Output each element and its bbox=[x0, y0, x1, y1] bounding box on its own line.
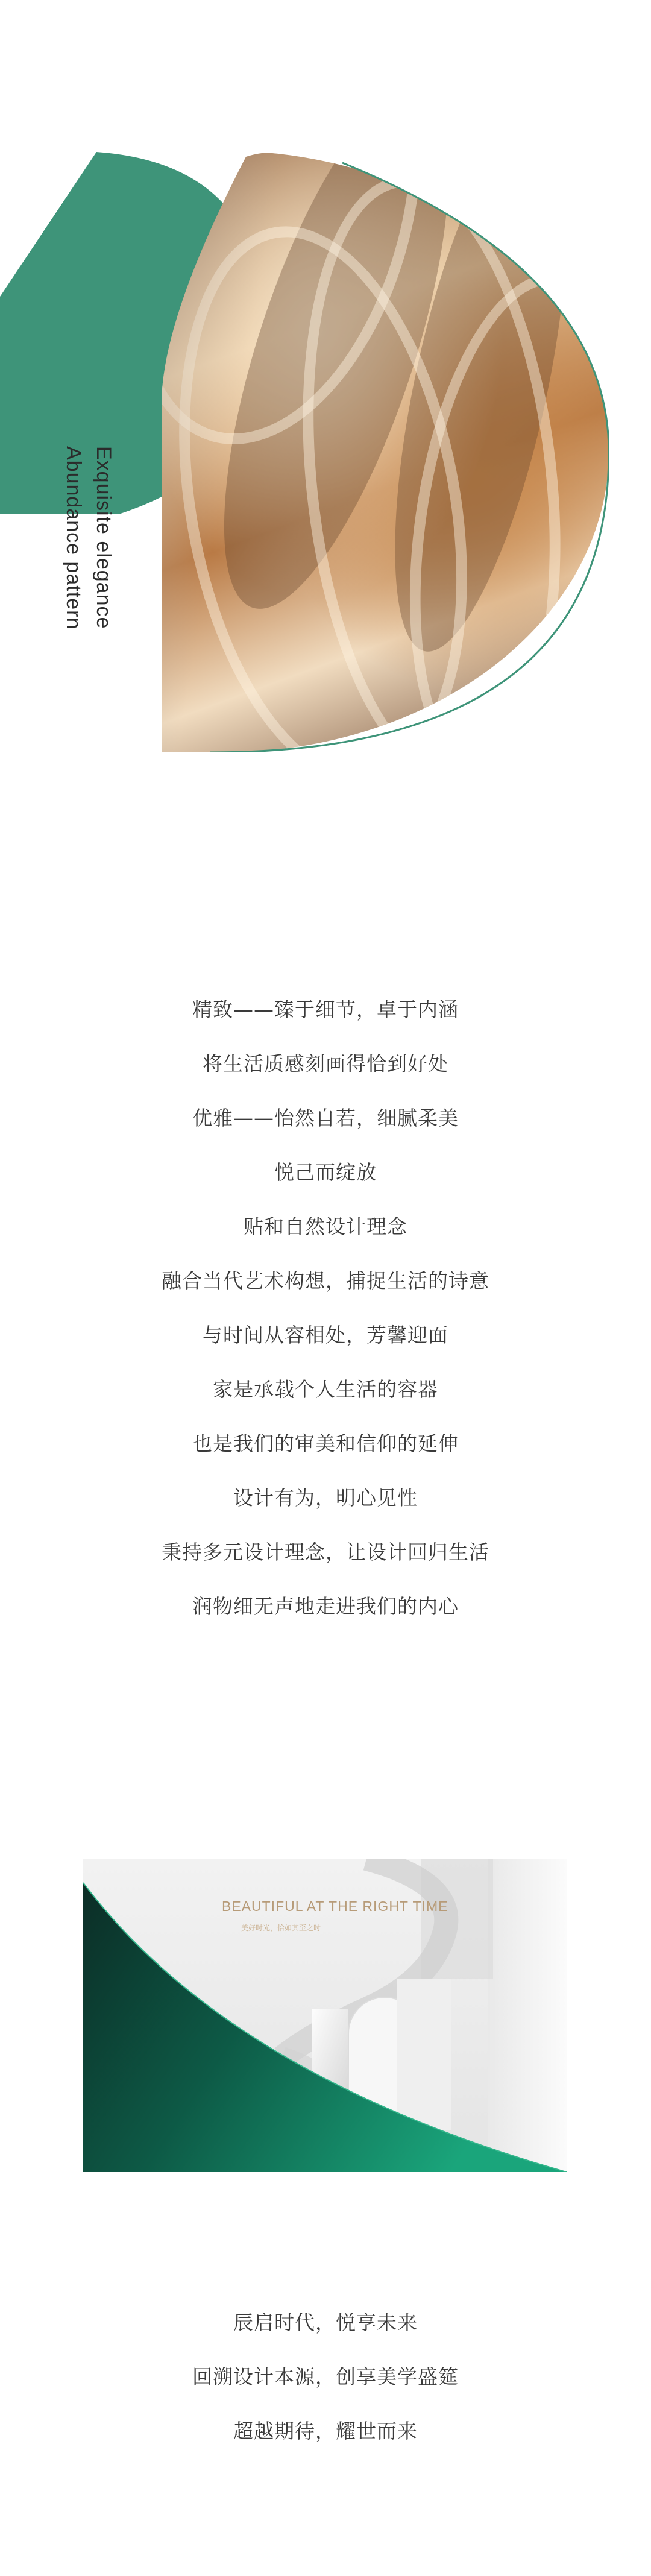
caption-line-2: Abundance pattern bbox=[62, 446, 85, 630]
hero-section bbox=[0, 0, 651, 796]
closing-text-block bbox=[0, 2296, 651, 2458]
banner-subtitle: 美好时光，恰如其至之时 bbox=[241, 1924, 321, 1932]
staircase-banner-image bbox=[83, 1859, 567, 2172]
poem-line: 优雅——怡然自若，细腻柔美 bbox=[192, 1106, 459, 1130]
poem-line: 秉持多元设计理念，让设计回归生活 bbox=[162, 1540, 489, 1564]
poem-text-block bbox=[0, 983, 651, 1634]
poem-line: 悦己而绽放 bbox=[274, 1160, 377, 1184]
poem-line: 也是我们的审美和信仰的延伸 bbox=[192, 1432, 459, 1455]
banner-title: BEAUTIFUL AT THE RIGHT TIME bbox=[222, 1898, 448, 1914]
poem-line: 设计有为，明心见性 bbox=[233, 1486, 418, 1510]
poem-line: 与时间从容相处，芳馨迎面 bbox=[203, 1323, 448, 1347]
closing-line: 回溯设计本源，创享美学盛筵 bbox=[192, 2365, 459, 2389]
hero-caption bbox=[55, 446, 152, 645]
poem-line: 将生活质感刻画得恰到好处 bbox=[203, 1052, 448, 1075]
poem-line: 融合当代艺术构想，捕捉生活的诗意 bbox=[162, 1269, 489, 1293]
art-sheen bbox=[162, 151, 609, 752]
poem-line: 家是承载个人生活的容器 bbox=[213, 1378, 438, 1401]
poem-line: 精致——臻于细节，卓于内涵 bbox=[192, 998, 459, 1021]
abstract-wave-art-image bbox=[162, 151, 609, 752]
poem-line: 润物细无声地走进我们的内心 bbox=[192, 1595, 459, 1618]
closing-line: 超越期待，耀世而来 bbox=[233, 2419, 418, 2443]
caption-line-1: Exquisite elegance bbox=[92, 446, 115, 629]
poem-line: 贴和自然设计理念 bbox=[244, 1215, 407, 1238]
closing-line: 辰启时代，悦享未来 bbox=[233, 2311, 418, 2334]
